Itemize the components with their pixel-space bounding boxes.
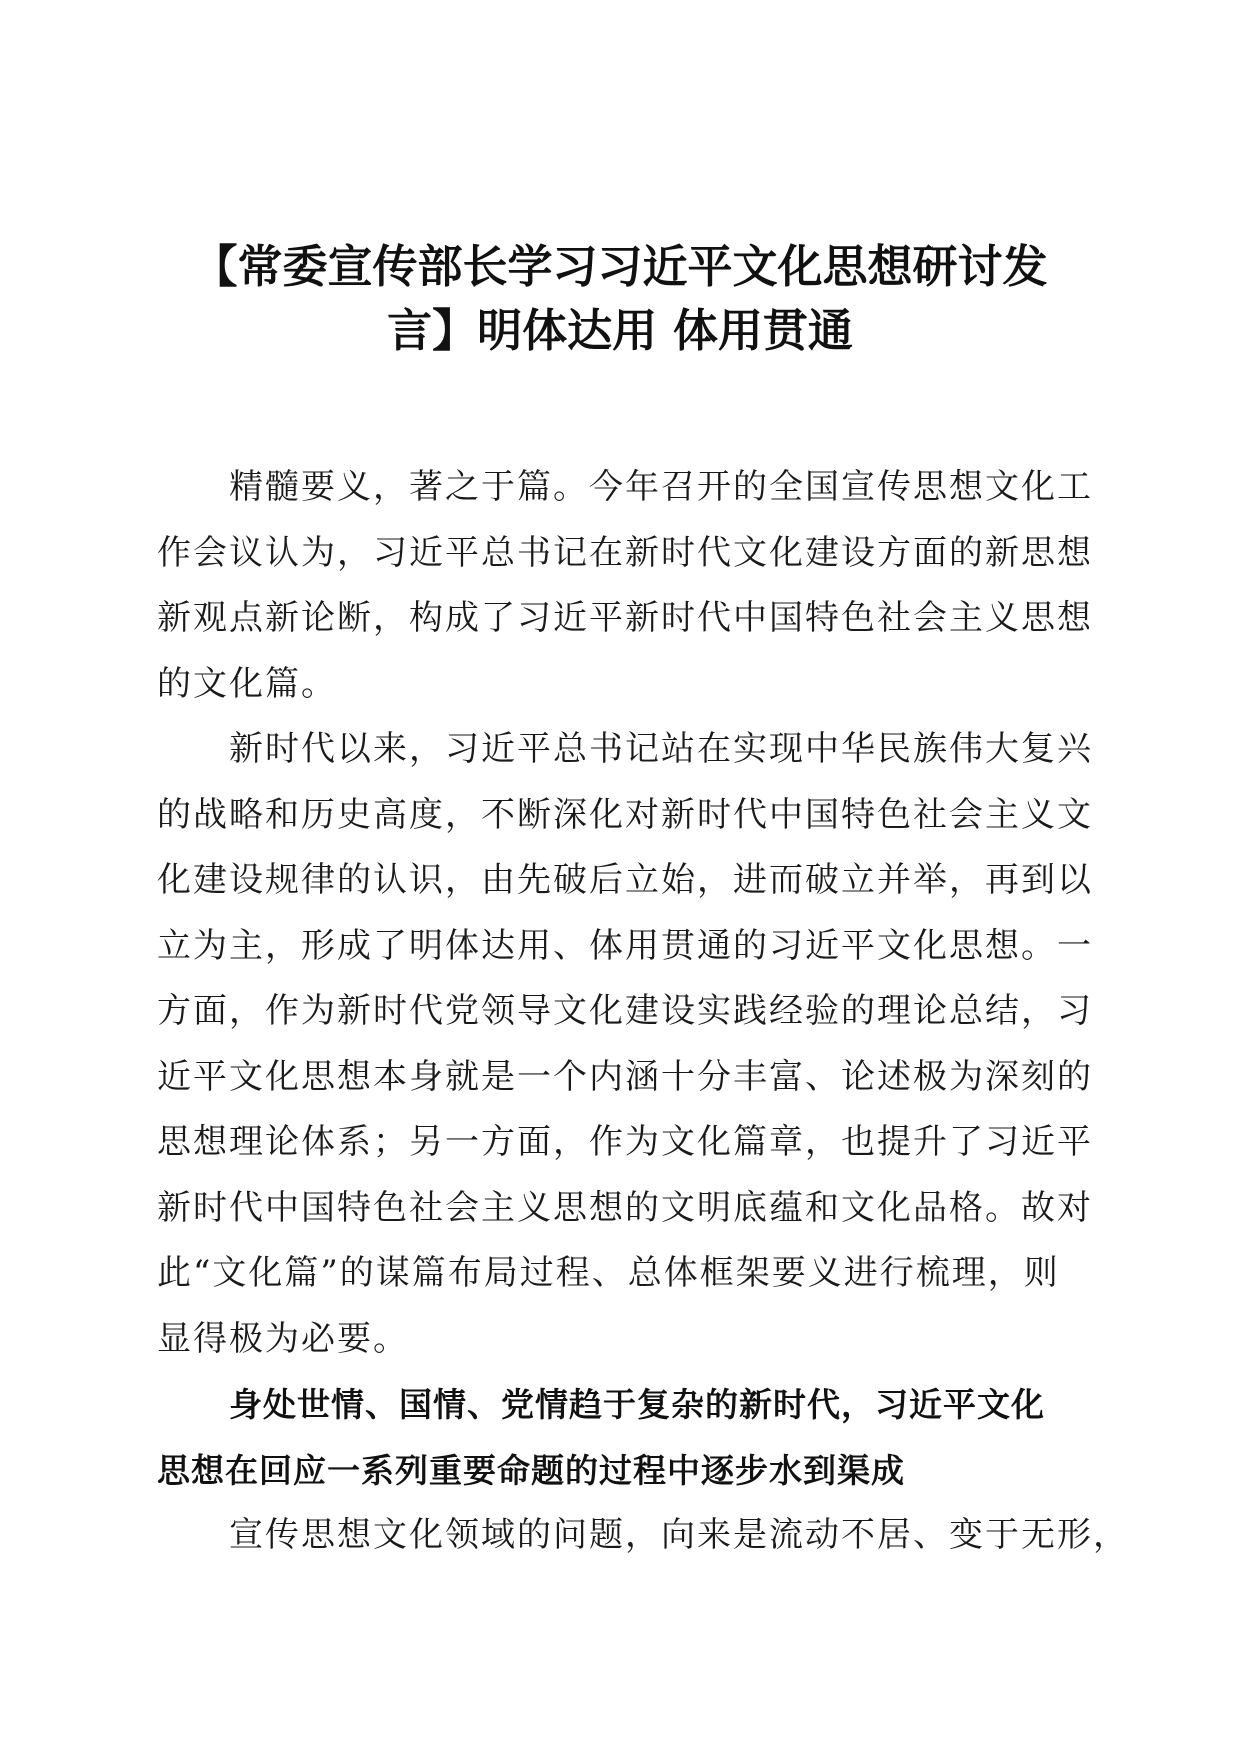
- paragraph-line: 新时代以来，习近平总书记站在实现中华民族伟大复兴: [229, 729, 1093, 769]
- paragraph-line: 的战略和历史高度，不断深化对新时代中国特色社会主义文: [157, 794, 1093, 835]
- paragraph-line: 新观点新论断，构成了习近平新时代中国特色社会主义思想: [157, 598, 1093, 638]
- heading-line: 思想在回应一系列重要命题的过程中逐步水到渠成: [157, 1450, 905, 1490]
- paragraph-2: [157, 717, 1093, 1372]
- paragraph-line: 立为主，形成了明体达用、体用贯通的习近平文化思想。一: [157, 925, 1093, 966]
- paragraph-line: 精髓要义，著之于篇。今年召开的全国宣传思想文化工: [229, 467, 1093, 507]
- section-heading: [157, 1372, 1087, 1503]
- paragraph-3: [157, 1503, 1129, 1569]
- document-body: [157, 455, 1129, 1569]
- document-title: [150, 235, 1090, 363]
- title-line-1: 【常委宣传部长学习习近平文化思想研讨发: [192, 240, 1048, 294]
- paragraph-line: 作会议认为，习近平总书记在新时代文化建设方面的新思想: [157, 532, 1093, 573]
- paragraph-line: 近平文化思想本身就是一个内涵十分丰富、论述极为深刻的: [157, 1056, 1093, 1097]
- paragraph-line: 化建设规律的认识，由先破后立始，进而破立并举，再到以: [157, 860, 1093, 900]
- paragraph-line: 显得极为必要。: [157, 1318, 409, 1359]
- paragraph-line: 思想理论体系；另一方面，作为文化篇章，也提升了习近平: [157, 1122, 1093, 1162]
- paragraph-line: 的文化篇。: [157, 663, 337, 704]
- paragraph-line: 方面，作为新时代党领导文化建设实践经验的理论总结，习: [157, 991, 1093, 1031]
- paragraph-line: 此“文化篇”的谋篇布局过程、总体框架要义进行梳理，则: [157, 1253, 1060, 1293]
- paragraph-line: 宣传思想文化领域的问题，向来是流动不居、变于无形，: [229, 1515, 1129, 1555]
- heading-line: 身处世情、国情、党情趋于复杂的新时代，习近平文化: [229, 1385, 1045, 1424]
- paragraph-1: [157, 455, 1093, 717]
- paragraph-line: 新时代中国特色社会主义思想的文明底蕴和文化品格。故对: [157, 1187, 1093, 1228]
- title-line-2: 言】明体达用 体用贯通: [387, 304, 853, 358]
